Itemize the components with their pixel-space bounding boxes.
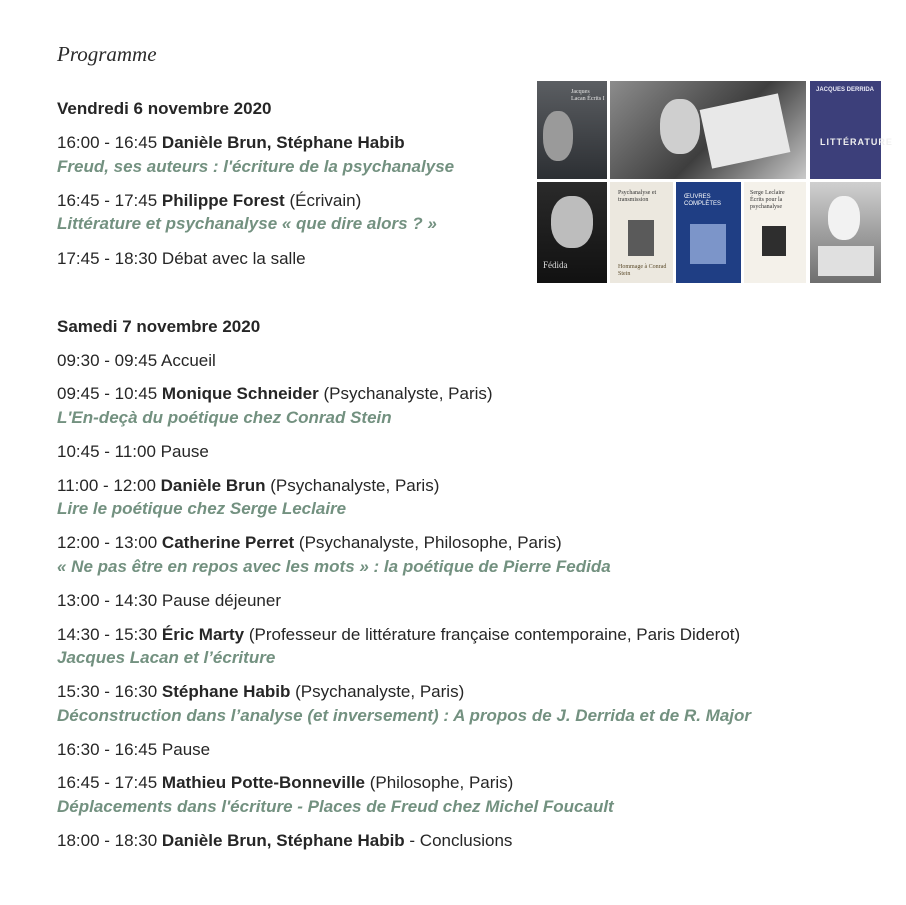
item-time: 16:45 - 17:45 (57, 191, 162, 210)
speaker-name: Éric Marty (161, 625, 245, 644)
talk-title: Déconstruction dans l’analyse (et inversement) : A propos de J. Derrida et de R. Major (57, 706, 752, 725)
item-time: 12:00 - 13:00 (57, 533, 162, 552)
speaker-role: (Psychanalyste, Paris) (265, 476, 440, 495)
book-cover-collage (537, 81, 893, 283)
lacan-cover-text: Jacques Lacan Écrits I (571, 89, 605, 102)
oeuvres-completes-cover (676, 182, 741, 283)
day-heading-saturday: Samedi 7 novembre 2020 (57, 317, 261, 336)
schedule-item (57, 475, 439, 497)
item-time: 10:45 - 11:00 Pause (57, 442, 209, 461)
leclaire-photo (762, 226, 786, 256)
item-time: 11:00 - 12:00 (57, 476, 161, 495)
oeuvres-cover-text: ŒUVRES COMPLÈTES (684, 194, 722, 207)
derrida-litterature-cover (810, 81, 893, 179)
stein-cover (610, 182, 673, 283)
speaker-name: Philippe Forest (161, 191, 285, 210)
item-time: 09:45 - 10:45 (57, 384, 162, 403)
item-time: 13:00 - 14:30 Pause déjeuner (57, 591, 282, 610)
derrida-title-text: LITTÉRATURE (820, 137, 893, 147)
speaker-role: (Philosophe, Paris) (365, 773, 514, 792)
leclaire-cover-text: Serge Leclaire Écrits pour la psychanalyse (750, 190, 785, 210)
item-time: 09:30 - 09:45 Accueil (57, 351, 216, 370)
freud-portrait (660, 99, 700, 154)
lacan-portrait (543, 111, 573, 161)
speaker-role: (Professeur de littérature française contemporaine, Paris Diderot) (244, 625, 741, 644)
schedule-item (57, 350, 216, 372)
schedule-item (57, 830, 512, 852)
item-time: 16:30 - 16:45 Pause (57, 740, 211, 759)
speaker-role: (Psychanalyste, Paris) (318, 384, 493, 403)
item-time: 17:45 - 18:30 Débat avec la salle (57, 249, 306, 268)
item-time: 15:30 - 16:30 (57, 682, 162, 701)
derrida-author-text: JACQUES DERRIDA (816, 87, 875, 93)
schedule-item (57, 532, 562, 554)
lacan-ecrits-cover (537, 81, 607, 179)
speaker-role: (Psychanalyste, Philosophe, Paris) (294, 533, 562, 552)
talk-title: Littérature et psychanalyse « que dire alors ? » (57, 214, 437, 233)
schedule-item (57, 190, 361, 212)
speaker-name: Mathieu Potte-Bonneville (161, 773, 365, 792)
speaker-name: Danièle Brun, Stéphane Habib (161, 133, 405, 152)
speaker-role: (Écrivain) (284, 191, 362, 210)
day-heading-friday: Vendredi 6 novembre 2020 (57, 99, 272, 118)
talk-title: « Ne pas être en repos avec les mots » : la poétique de Pierre Fedida (57, 557, 611, 576)
talk-title: Jacques Lacan et l’écriture (57, 648, 276, 667)
schedule-item (57, 132, 405, 154)
item-time: 14:30 - 15:30 (57, 625, 162, 644)
fedida-portrait (537, 182, 607, 283)
item-time: 16:45 - 17:45 (57, 773, 162, 792)
stein-cover-bottom-text: Hommage à Conrad Stein (618, 264, 667, 277)
speaker-name: Danièle Brun (160, 476, 266, 495)
programme-title: Programme (57, 42, 157, 66)
schedule-item (57, 739, 210, 761)
schedule-item (57, 681, 464, 703)
speaker-name: Stéphane Habib (161, 682, 291, 701)
speaker-name: Monique Schneider (161, 384, 319, 403)
leclaire-cover (744, 182, 806, 283)
speaker-name: Catherine Perret (161, 533, 295, 552)
fedida-signature: Fédida (543, 260, 568, 270)
freud-photo (610, 81, 806, 179)
stein-cover-top-text: Psychanalyse et transmission (618, 190, 657, 203)
manuscript-page (700, 93, 791, 168)
schedule-item (57, 590, 281, 612)
speaker-name: Danièle Brun, Stéphane Habib (161, 831, 405, 850)
foucault-portrait (828, 196, 860, 240)
stein-photo (628, 220, 654, 256)
item-time: 16:00 - 16:45 (57, 133, 162, 152)
schedule-item (57, 248, 306, 270)
item-time: 18:00 - 18:30 (57, 831, 162, 850)
foucault-photo (810, 182, 881, 283)
schedule-item (57, 441, 209, 463)
talk-title: Déplacements dans l'écriture - Places de Freud chez Michel Foucault (57, 797, 614, 816)
schedule-item (57, 383, 493, 405)
schedule-item (57, 772, 513, 794)
desk (818, 246, 874, 276)
speaker-role: - Conclusions (404, 831, 513, 850)
fedida-face (551, 196, 593, 248)
talk-title: Freud, ses auteurs : l'écriture de la psychanalyse (57, 157, 455, 176)
schedule-item (57, 624, 740, 646)
talk-title: Lire le poétique chez Serge Leclaire (57, 499, 347, 518)
talk-title: L'En-deçà du poétique chez Conrad Stein (57, 408, 392, 427)
speaker-role: (Psychanalyste, Paris) (290, 682, 465, 701)
oeuvres-photo (690, 224, 726, 264)
